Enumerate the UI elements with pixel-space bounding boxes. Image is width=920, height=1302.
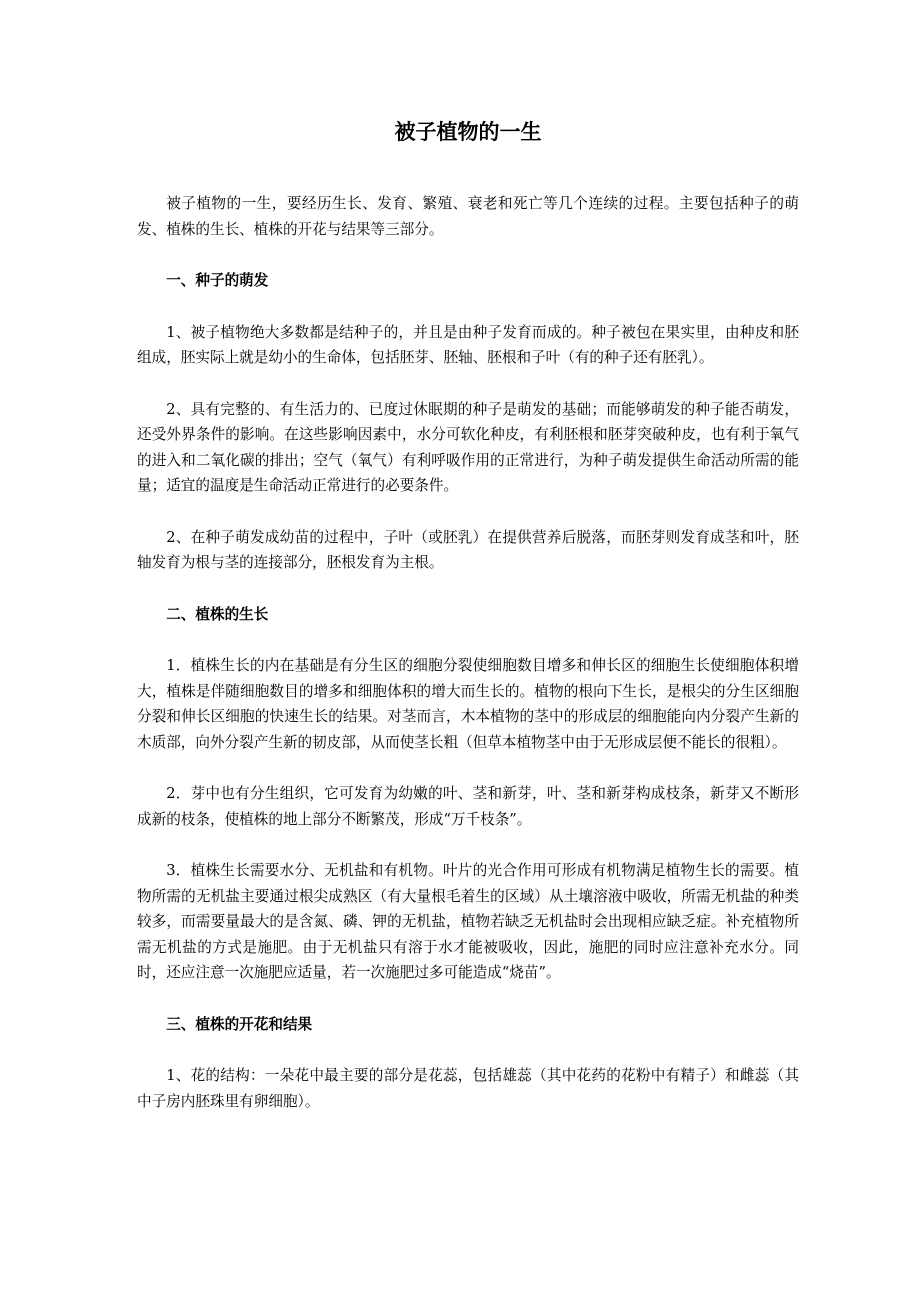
paragraph: 2．芽中也有分生组织，它可发育为幼嫩的叶、茎和新芽，叶、茎和新芽构成枝条，新芽又不断形成新的枝条，使植株的地上部分不断繁茂，形成“万千枝条”。 xyxy=(137,785,799,828)
section-heading: 三、植株的开花和结果 xyxy=(166,1015,313,1033)
paragraph: 1、花的结构：一朵花中最主要的部分是花蕊，包括雄蕊（其中花药的花粉中有精子）和雌蕊（其中子房内胚珠里有卵细胞）。 xyxy=(137,1067,799,1110)
paragraph: 1．植株生长的内在基础是有分生区的细胞分裂使细胞数目增多和伸长区的细胞生长使细胞体积增大，植株是伴随细胞数目的增多和细胞体积的增大而生长的。植物的根向下生长，是根尖的分生区细胞分裂和伸长区细胞的快速生长的结果。对茎而言，木本植物的茎中的形成层的细胞能向内分裂产生新的木质部，向外分裂产生新的韧皮部，从而使茎长粗（但草本植物茎中由于无形成层便不能长的很粗）。 xyxy=(137,657,799,751)
section-flowering-fruiting xyxy=(137,1012,799,1115)
paragraph: 2、在种子萌发成幼苗的过程中，子叶（或胚乳）在提供营养后脱落，而胚芽则发育成茎和叶，胚轴发育为根与茎的连接部分，胚根发育为主根。 xyxy=(137,528,799,571)
intro-paragraph: 被子植物的一生，要经历生长、发育、繁殖、衰老和死亡等几个连续的过程。主要包括种子的萌发、植株的生长、植株的开花与结果等三部分。 xyxy=(137,195,799,238)
section-heading: 一、种子的萌发 xyxy=(166,272,269,289)
paragraph: 1、被子植物绝大多数都是结种子的，并且是由种子发育而成的。种子被包在果实里，由种皮和胚组成，胚实际上就是幼小的生命体，包括胚芽、胚轴、胚根和子叶（有的种子还有胚乳）。 xyxy=(137,323,799,366)
paragraph: 2、具有完整的、有生活力的、已度过休眠期的种子是萌发的基础；而能够萌发的种子能否萌发，还受外界条件的影响。在这些影响因素中，水分可软化种皮，有利胚根和胚芽突破种皮，也有利于氧气的进入和二氧化碳的排出；空气（氧气）有利呼吸作用的正常进行，为种子萌发提供生命活动所需的能量；适宜的温度是生命活动正常进行的必要条件。 xyxy=(137,400,799,494)
section-seed-germination xyxy=(137,268,799,576)
section-plant-growth xyxy=(137,602,799,986)
page-title: 被子植物的一生 xyxy=(394,120,542,144)
document-body xyxy=(137,117,799,1140)
paragraph: 3．植株生长需要水分、无机盐和有机物。叶片的光合作用可形成有机物满足植物生长的需要。植物所需的无机盐主要通过根尖成熟区（有大量根毛着生的区域）从土壤溶液中吸收，所需无机盐的种类较多，而需要量最大的是含氮、磷、钾的无机盐，植物若缺乏无机盐时会出现相应缺乏症。补充植物所需无机盐的方式是施肥。由于无机盐只有溶于水才能被吸收，因此，施肥的同时应注意补充水分。同时，还应注意一次施肥应适量，若一次施肥过多可能造成“烧苗”。 xyxy=(137,862,799,981)
section-heading: 二、植株的生长 xyxy=(166,605,269,623)
